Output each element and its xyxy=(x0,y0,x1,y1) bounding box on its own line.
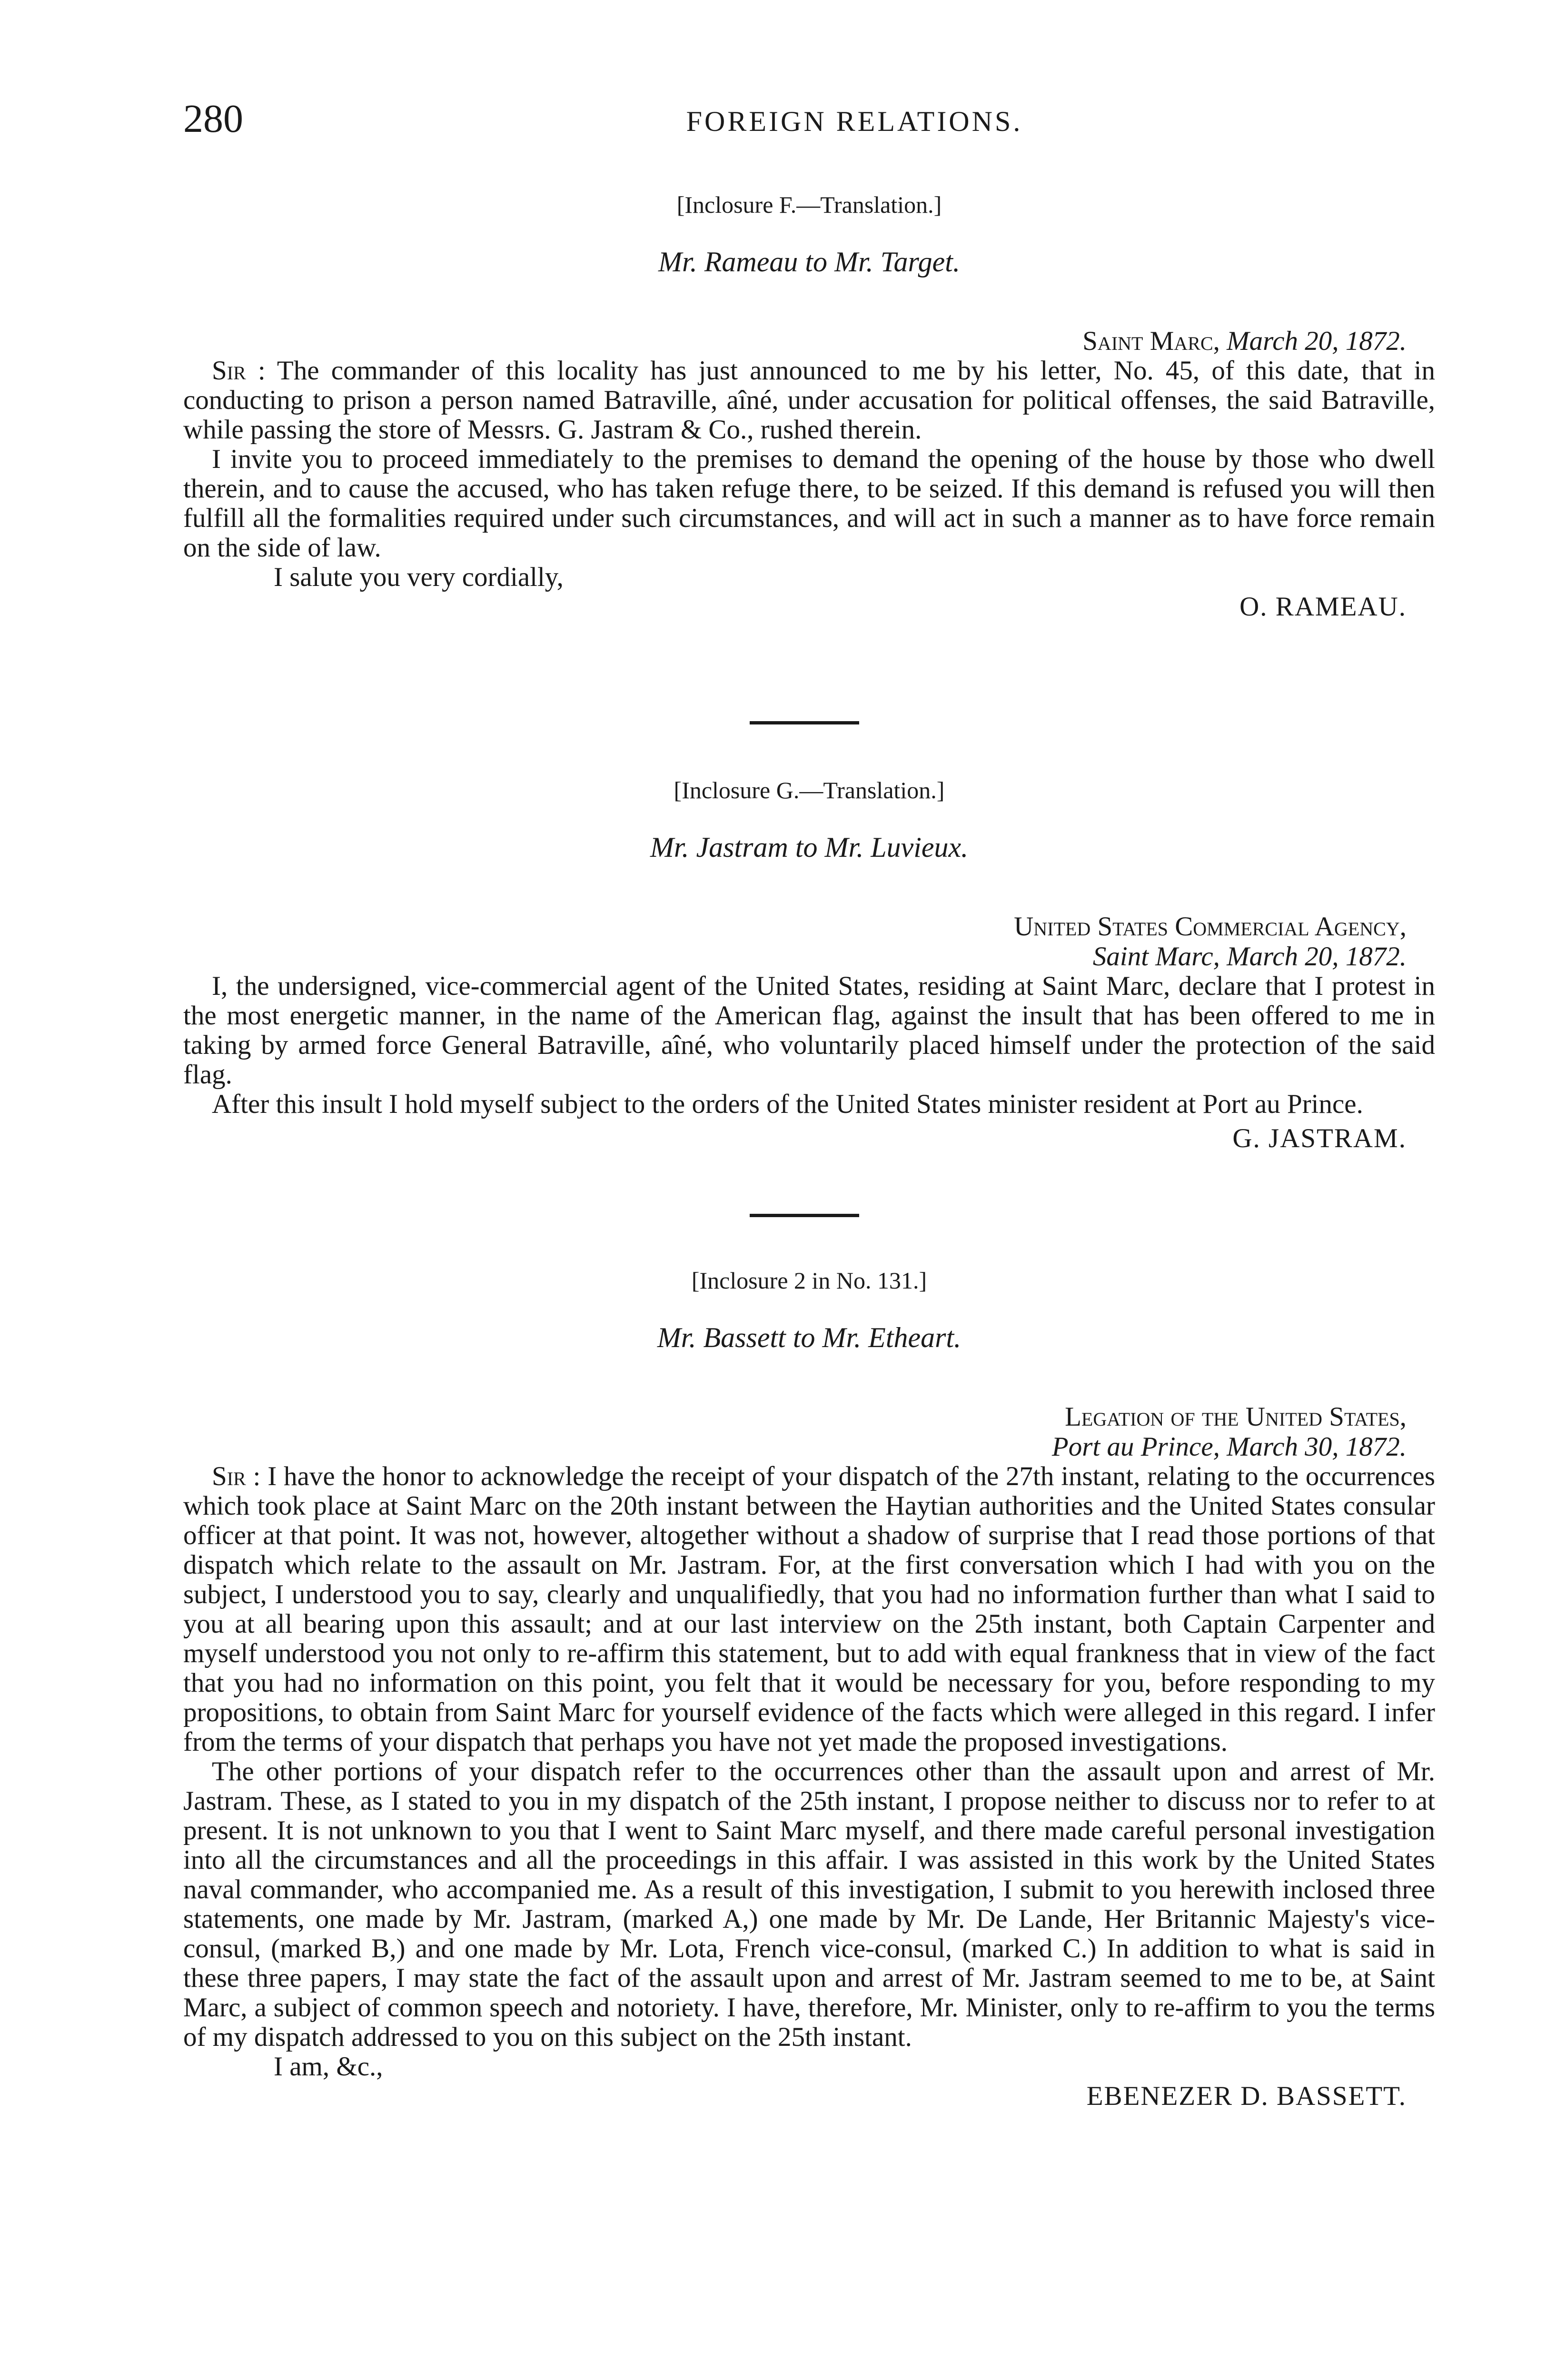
section-divider xyxy=(750,721,859,724)
paragraph xyxy=(183,356,1435,445)
letter-body xyxy=(183,972,1435,1119)
letter-body xyxy=(183,1462,1435,2052)
place: Saint Marc, xyxy=(1082,326,1220,356)
place-date xyxy=(183,326,1435,356)
page-header xyxy=(183,95,1435,143)
section-divider xyxy=(750,1214,859,1217)
inclosure-label: [Inclosure G.—Translation.] xyxy=(674,777,945,803)
paragraph xyxy=(183,1462,1435,1757)
letter-head: Mr. Bassett to Mr. Etheart. xyxy=(657,1322,961,1353)
paragraph-text: I have the honor to acknowledge the receipt of your dispatch of the 27th instant, relating to the occurrences which took place at Saint Marc on the 20th instant between the Haytian authorities and the United States consular officer at that point. It was not, however, altogether without a shadow of surprise that I read those portions of that dispatch which relate to the assault on Mr. Jastram. For, at the first conversation which I had with you on the subject, I understood you to say, clearly and unqualifiedly, that you had no information further than what I said to you at all bearing upon this assault; and at our last interview on the 25th instant, both Captain Carpenter and myself understood you not only to re-affirm this statement, but to add with equal frankness that in view of the fact that you had no information on this point, you felt that it would be necessary for you, before responding to my propositions, to obtain from Saint Marc for yourself evidence of the facts which were alleged in this regard. I infer from the terms of your dispatch that perhaps you have not yet made the proposed investigations. xyxy=(183,1461,1435,1757)
letter-body xyxy=(183,356,1435,563)
place: United States Commercial Agency, xyxy=(1014,912,1407,942)
paragraph: I, the undersigned, vice-commercial agent of the United States, residing at Saint Marc, declare that I protest in the most energetic manner, in the name of the American flag, against the insult that has been offered to me in taking by armed force General Batraville, aîné, who voluntarily placed himself under the protection of the said flag. xyxy=(183,971,1435,1090)
signature: O. RAMEAU. xyxy=(1239,592,1407,622)
paragraph: The other portions of your dispatch refer to the occurrences other than the assault upon and arrest of Mr. Jastram. These, as I stated to you in my dispatch of the 25th instant, I propose neither to discuss nor to refer to at present. It is not unknown to you that I went to Saint Marc myself, and there made careful personal investigation into all the circumstances and all the proceedings in this affair. I was assisted in this work by the United States naval commander, who accompanied me. As a result of this investigation, I submit to you herewith inclosed three statements, one made by Mr. Jastram, (marked A,) one made by Mr. De Lande, Her Britannic Majesty's vice-consul, (marked B,) and one made by Mr. Lota, French vice-consul, (marked C.) In addition to what is said in these three papers, I may state the fact of the assault upon and arrest of Mr. Jastram seemed to me to be, at Saint Marc, a subject of common speech and notoriety. I have, therefore, Mr. Minister, only to re-affirm to you the terms of my dispatch addressed to you on this subject on the 25th instant. xyxy=(183,1756,1435,2052)
salutation: Sir : xyxy=(212,356,266,386)
closing: I salute you very cordially, xyxy=(274,562,564,592)
inclosure-g xyxy=(183,774,1435,1153)
paragraph: After this insult I hold myself subject to the orders of the United States minister resident at Port au Prince. xyxy=(212,1089,1363,1119)
signature: G. JASTRAM. xyxy=(1232,1123,1407,1153)
letter-head: Mr. Jastram to Mr. Luvieux. xyxy=(650,832,969,863)
inclosure-f xyxy=(183,188,1435,622)
closing: I am, &c., xyxy=(274,2052,383,2082)
inclosure-2 xyxy=(183,1264,1435,2111)
inclosure-label: [Inclosure F.—Translation.] xyxy=(676,191,942,218)
paragraph-text: The commander of this locality has just announced to me by his letter, No. 45, of this date, that in conducting to prison a person named Batraville, aîné, under accusation for political offenses, the said Batraville, while passing the store of Messrs. G. Jastram & Co., rushed therein. xyxy=(183,356,1435,445)
page-number: 280 xyxy=(183,97,243,141)
date: Saint Marc, March 20, 1872. xyxy=(1092,942,1407,972)
date: March 20, 1872. xyxy=(1227,326,1407,356)
salutation: Sir : xyxy=(212,1461,261,1491)
paragraph: I invite you to proceed immediately to the premises to demand the opening of the house by those who dwell therein, and to cause the accused, who has taken refuge there, to be seized. If this demand is refused you will then fulfill all the formalities required under such circumstances, and will act in such a manner as to have force remain on the side of law. xyxy=(183,444,1435,563)
letter-head: Mr. Rameau to Mr. Target. xyxy=(658,246,960,278)
running-head: FOREIGN RELATIONS. xyxy=(686,106,1023,137)
date: Port au Prince, March 30, 1872. xyxy=(1051,1432,1407,1462)
place: Legation of the United States, xyxy=(1065,1402,1407,1432)
inclosure-label: [Inclosure 2 in No. 131.] xyxy=(691,1267,927,1294)
signature: EBENEZER D. BASSETT. xyxy=(1086,2081,1407,2111)
